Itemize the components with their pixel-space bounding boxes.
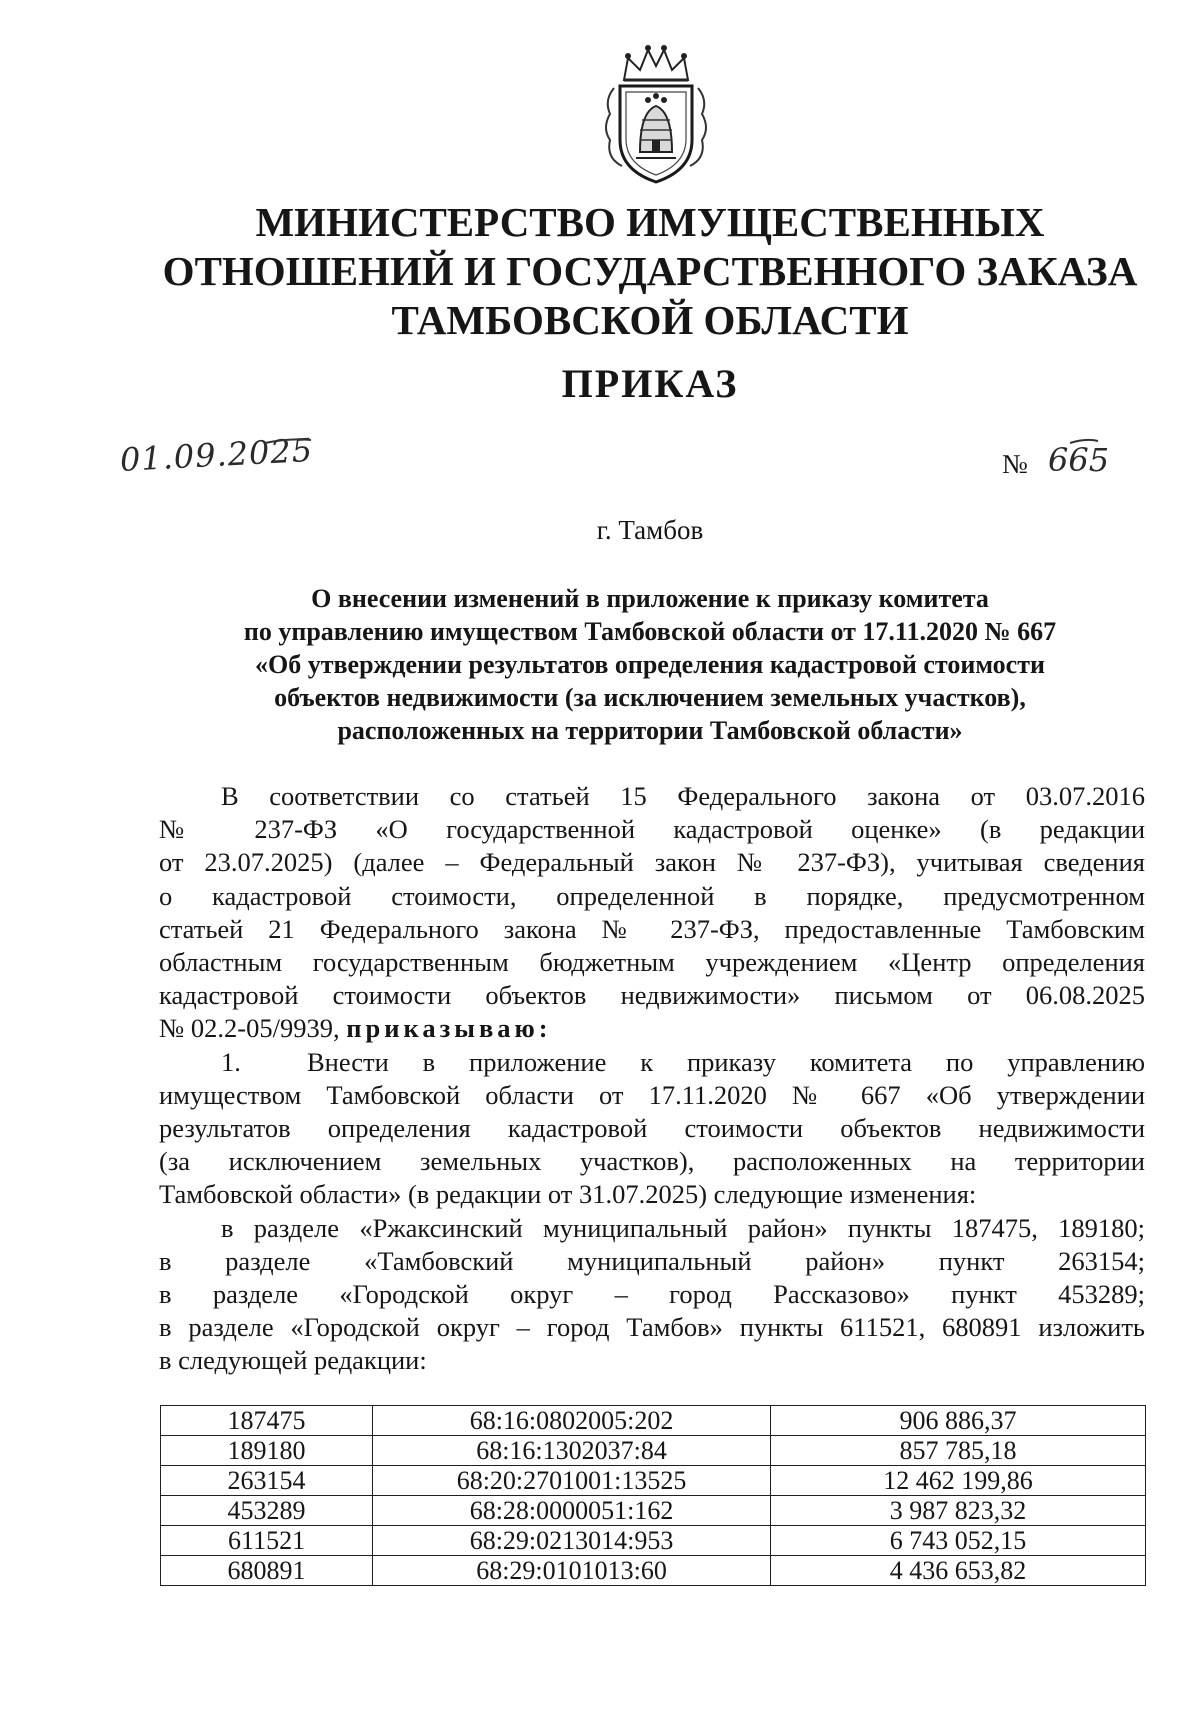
cadastral-value-cell: 6 743 052,15 [770, 1526, 1145, 1556]
item-number-cell: 611521 [161, 1526, 373, 1556]
cadastral-value-table [160, 1405, 1146, 1586]
ministry-line-3: ТАМБОВСКОЙ ОБЛАСТИ [391, 297, 909, 343]
city-name: г. Тамбов [596, 515, 704, 545]
preamble-line: кадастровой стоимости объектов недвижимости» письмом от 06.08.2025 [159, 980, 1145, 1011]
table-row [161, 1496, 1146, 1526]
cadastral-value-cell: 12 462 199,86 [770, 1466, 1145, 1496]
subject-line: объектов недвижимости (за исключением земельных участков), [274, 683, 1026, 712]
section-change-line: в разделе «Тамбовский муниципальный район» пункт 263154; [159, 1245, 1145, 1276]
item-number-cell: 263154 [161, 1466, 373, 1496]
preamble-line: В соответствии со статьей 15 Федерального закона от 03.07.2016 [221, 781, 1145, 811]
cadastral-number-cell: 68:29:0101013:60 [373, 1556, 771, 1586]
table-row [161, 1466, 1146, 1496]
ministry-line-1: МИНИСТЕРСТВО ИМУЩЕСТВЕННЫХ [255, 199, 1045, 245]
preamble-line: о кадастровой стоимости, определенной в порядке, предусмотренном [159, 880, 1145, 911]
preamble-line: статьей 21 Федерального закона № 237-ФЗ, предоставленные Тамбовским [159, 913, 1145, 944]
subject-line: «Об утверждении результатов определения кадастровой стоимости [255, 650, 1045, 679]
item-number-cell: 453289 [161, 1496, 373, 1526]
section-change-last-line: в следующей редакции: [159, 1345, 427, 1376]
ministry-name [150, 198, 1150, 345]
preamble-reference: № 02.2-05/9939, [159, 1013, 340, 1044]
cadastral-value-cell: 906 886,37 [770, 1406, 1145, 1436]
table-row [161, 1406, 1146, 1436]
section-change-line: в разделе «Городской округ – город Рассказово» пункт 453289; [159, 1279, 1145, 1310]
item-1-last-line: Тамбовской области» (в редакции от 31.07.2025) следующие изменения: [159, 1179, 977, 1210]
subject-line: расположенных на территории Тамбовской области» [337, 716, 963, 745]
subject-line: по управлению имуществом Тамбовской области от 17.11.2020 № 667 [243, 617, 1057, 646]
handwritten-date: 01.09.2025 [119, 430, 314, 479]
subject-line: О внесении изменений в приложение к приказу комитета [311, 584, 989, 613]
item-number-cell: 189180 [161, 1436, 373, 1466]
cadastral-number-cell: 68:16:1302037:84 [373, 1436, 771, 1466]
cadastral-number-cell: 68:29:0213014:953 [373, 1526, 771, 1556]
preamble-last-line [159, 1012, 1145, 1045]
item-1-line: (за исключением земельных участков), расположенных на территории [159, 1146, 1145, 1177]
handwritten-number: 665 [1048, 441, 1110, 479]
cadastral-number-cell: 68:20:2701001:13525 [373, 1466, 771, 1496]
coat-of-arms-emblem [596, 40, 716, 190]
item-1-first-line [159, 1046, 1145, 1079]
document-type-title: ПРИКАЗ [561, 361, 739, 406]
cadastral-value-cell: 3 987 823,32 [770, 1496, 1145, 1526]
ministry-line-2: ОТНОШЕНИЙ И ГОСУДАРСТВЕННОГО ЗАКАЗА [162, 248, 1138, 294]
item-1-first-text: Внести в приложение к приказу комитета по управлению [307, 1046, 1145, 1077]
cadastral-number-cell: 68:16:0802005:202 [373, 1406, 771, 1436]
cadastral-value-cell: 857 785,18 [770, 1436, 1145, 1466]
item-1-number: 1. [221, 1046, 241, 1077]
preamble-line: областным государственным бюджетным учреждением «Центр определения [159, 947, 1145, 978]
table-row [161, 1556, 1146, 1586]
number-stroke [1040, 438, 1100, 468]
order-body [159, 780, 1145, 1378]
table-row [161, 1436, 1146, 1466]
preamble-line: № 237-ФЗ «О государственной кадастровой оценке» (в редакции [159, 814, 1145, 845]
item-number-cell: 680891 [161, 1556, 373, 1586]
date-underline-stroke [115, 437, 315, 467]
section-change-line: в разделе «Городской округ – город Тамбов» пункты 611521, 680891 изложить [159, 1312, 1145, 1343]
cadastral-number-cell: 68:28:0000051:162 [373, 1496, 771, 1526]
table-row [161, 1526, 1146, 1556]
preamble-line: от 23.07.2025) (далее – Федеральный закон № 237-ФЗ), учитывая сведения [159, 847, 1145, 878]
number-label: № [1002, 449, 1028, 479]
item-number-cell: 187475 [161, 1406, 373, 1436]
order-word: приказываю: [346, 1013, 552, 1044]
order-subject-heading [150, 582, 1150, 747]
section-change-line: в разделе «Ржаксинский муниципальный район» пункты 187475, 189180; [221, 1212, 1145, 1243]
item-1-line: имуществом Тамбовской области от 17.11.2020 № 667 «Об утверждении [159, 1079, 1145, 1110]
cadastral-value-cell: 4 436 653,82 [770, 1556, 1145, 1586]
item-1-line: результатов определения кадастровой стоимости объектов недвижимости [159, 1113, 1145, 1144]
